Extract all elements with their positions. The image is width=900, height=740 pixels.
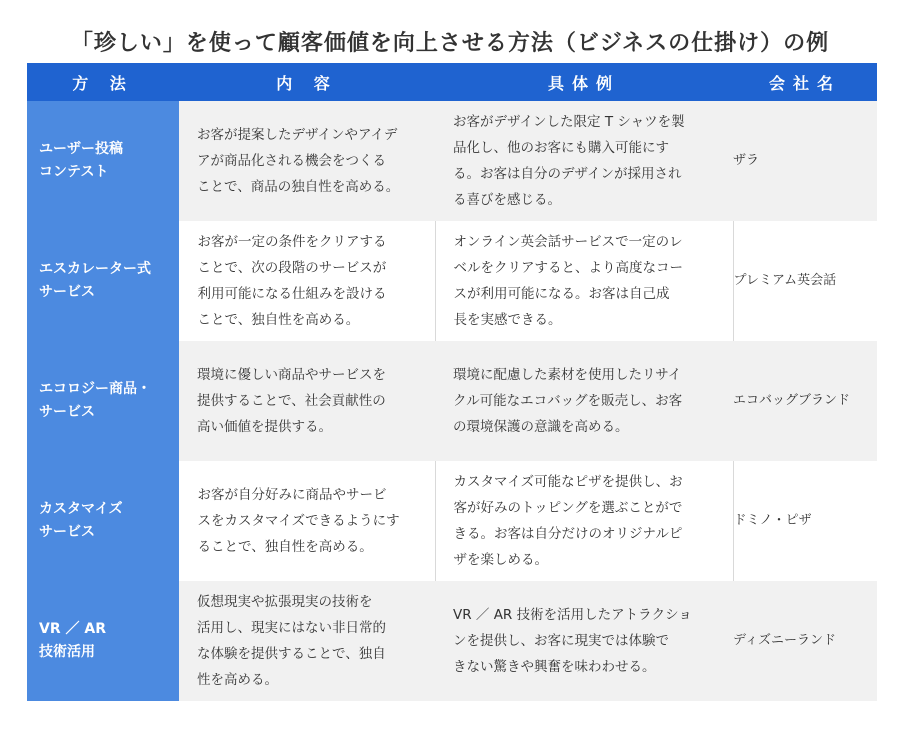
content-cell — [179, 101, 435, 221]
example-cell-line: ベルをクリアすると、より高度なコー — [453, 260, 683, 276]
example-cell-line: 長を実感できる。 — [453, 312, 562, 328]
content-cell-line: 高い価値を提供する。 — [197, 419, 332, 435]
method-cell-line: サービス — [39, 284, 95, 300]
content-cell-line: 性を高める。 — [197, 672, 278, 688]
content-cell-line: 仮想現実や拡張現実の技術を — [197, 594, 373, 610]
example-cell — [435, 461, 733, 581]
header-example: 具体例 — [435, 63, 733, 101]
example-cell-line: 品化し、他のお客にも購入可能にす — [453, 140, 669, 156]
content-cell-line: 利用可能になる仕組みを設ける — [197, 286, 387, 302]
company-cell: ディズニーランド — [733, 581, 877, 701]
example-cell-line: クル可能なエコバッグを販売し、お客 — [453, 393, 683, 409]
method-cell-line: サービス — [39, 404, 95, 420]
content-cell-line: お客が提案したデザインやアイデ — [197, 127, 398, 143]
method-cell — [27, 461, 179, 581]
header-company: 会社名 — [733, 63, 877, 101]
method-cell-line: コンテスト — [39, 164, 109, 180]
example-cell — [435, 581, 733, 701]
example-cell-line: きる。お客は自分だけのオリジナルピ — [453, 526, 683, 542]
example-cell-line: きない驚きや興奮を味わわせる。 — [453, 659, 656, 675]
example-cell-line: オンライン英会話サービスで一定のレ — [453, 234, 683, 250]
example-cell-line: VR ／ AR 技術を活用したアトラクショ — [453, 607, 692, 623]
method-cell-line: VR ／ AR — [39, 621, 106, 637]
method-cell-line: 技術活用 — [39, 644, 95, 660]
table-header-row — [27, 63, 877, 101]
content-cell-line: な体験を提供することで、独自 — [197, 646, 386, 662]
example-cell-line: お客がデザインした限定 T シャツを製 — [453, 114, 685, 130]
example-cell — [435, 221, 733, 341]
example-cell-line: ザを楽しめる。 — [453, 552, 548, 568]
method-cell-line: カスタマイズ — [39, 501, 123, 517]
content-cell — [179, 341, 435, 461]
table-row — [27, 581, 877, 701]
method-cell — [27, 221, 179, 341]
example-cell-line: る。お客は自分のデザインが採用され — [453, 166, 682, 182]
content-cell — [179, 221, 435, 341]
example-cell-line: の環境保護の意識を高める。 — [453, 419, 629, 435]
table-row — [27, 341, 877, 461]
content-cell-line: 環境に優しい商品やサービスを — [197, 367, 386, 383]
method-cell-line: エスカレーター式 — [39, 261, 151, 277]
company-cell: プレミアム英会話 — [733, 221, 877, 341]
method-cell — [27, 101, 179, 221]
methods-table — [27, 63, 877, 701]
table-row — [27, 101, 877, 221]
example-cell-line: ンを提供し、お客に現実では体験で — [453, 633, 669, 649]
content-cell-line: お客が自分好みに商品やサービ — [197, 487, 387, 503]
content-cell-line: ことで、次の段階のサービスが — [197, 260, 387, 276]
method-cell-line: エコロジー商品・ — [39, 381, 151, 397]
company-cell: ドミノ・ピザ — [733, 461, 877, 581]
content-cell-line: 提供することで、社会貢献性の — [197, 393, 386, 409]
content-cell-line: ることで、独自性を高める。 — [197, 539, 373, 555]
example-cell — [435, 341, 733, 461]
content-cell — [179, 461, 435, 581]
header-method: 方 法 — [27, 63, 179, 101]
example-cell-line: 環境に配慮した素材を使用したリサイ — [453, 367, 682, 383]
content-cell-line: 活用し、現実にはない非日常的 — [197, 620, 386, 636]
example-cell — [435, 101, 733, 221]
company-cell: エコバッグブランド — [733, 341, 877, 461]
method-cell — [27, 341, 179, 461]
table-row — [27, 221, 877, 341]
example-cell-line: 客が好みのトッピングを選ぶことがで — [453, 500, 683, 516]
method-cell-line: ユーザー投稿 — [39, 141, 123, 157]
method-cell — [27, 581, 179, 701]
company-cell: ザラ — [733, 101, 877, 221]
example-cell-line: スが利用可能になる。お客は自己成 — [453, 286, 670, 302]
example-cell-line: カスタマイズ可能なピザを提供し、お — [453, 474, 683, 490]
content-cell — [179, 581, 435, 701]
table-row — [27, 461, 877, 581]
method-cell-line: サービス — [39, 524, 95, 540]
header-content: 内 容 — [179, 63, 435, 101]
content-cell-line: スをカスタマイズできるようにす — [197, 513, 400, 529]
content-cell-line: お客が一定の条件をクリアする — [197, 234, 387, 250]
page-title: 「珍しい」を使って顧客価値を向上させる方法（ビジネスの仕掛け）の例 — [70, 30, 830, 56]
example-cell-line: る喜びを感じる。 — [453, 192, 561, 208]
content-cell-line: アが商品化される機会をつくる — [197, 153, 386, 169]
content-cell-line: ことで、独自性を高める。 — [197, 312, 360, 328]
content-cell-line: ことで、商品の独自性を高める。 — [197, 179, 400, 195]
